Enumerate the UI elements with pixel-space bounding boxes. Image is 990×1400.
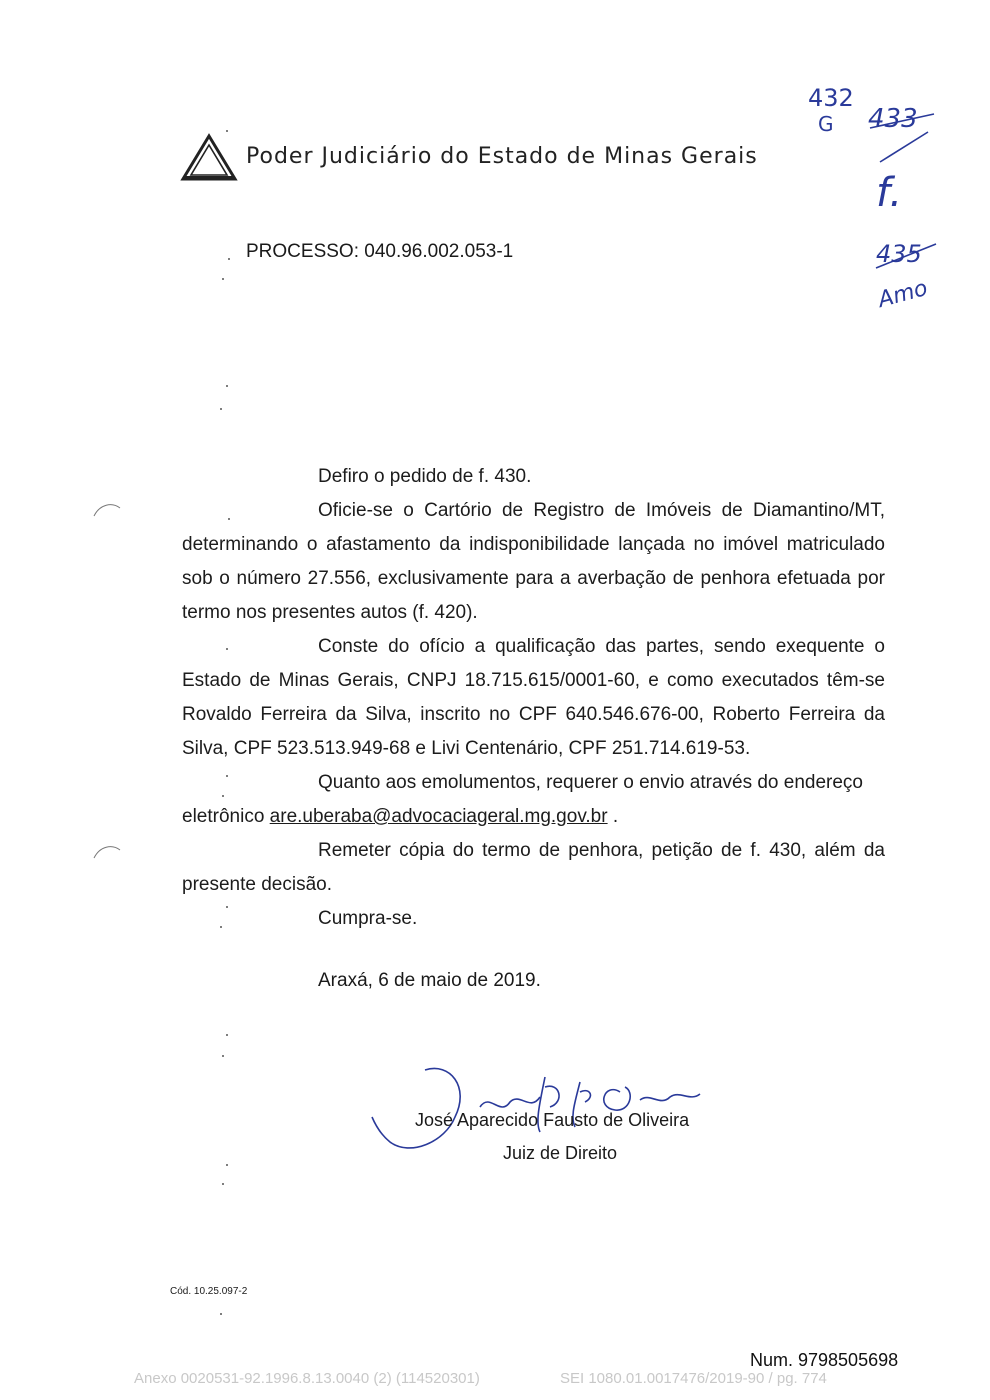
paragraph-2: Oficie-se o Cartório de Registro de Imóveis de Diamantino/MT, determinando o afastamento da indisponibilidade lançada no imóvel matriculado sob o número 27.556, exclusivamente para a averbação de penhora efetuada por termo nos presentes autos (f. 420). [182,500,885,623]
scan-dot [226,130,228,132]
footer-annex-reference: Anexo 0020531-92.1996.8.13.0040 (2) (114520301) [134,1370,480,1387]
decision-body [182,460,885,936]
scan-dot [220,926,222,928]
paragraph-4 [182,766,885,834]
judge-name: José Aparecido Fausto de Oliveira [415,1110,690,1130]
scan-dot [226,906,228,908]
tjmg-logo-icon [180,133,238,183]
scan-dot [222,795,224,797]
email-link[interactable]: are.uberaba@advocaciageral.mg.gov.br [269,806,608,827]
decision-date: Araxá, 6 de maio de 2019. [318,970,541,991]
scan-dot [228,518,230,520]
scan-dot [226,775,228,777]
handwritten-initial: f. [876,170,903,216]
scan-dot [228,258,230,260]
scan-dot [226,1034,228,1036]
paragraph-6: Cumpra-se. [318,908,418,929]
scan-dot [222,1055,224,1057]
paragraph-3: Conste do ofício a qualificação das partes, sendo exequente o Estado de Minas Gerais, CNPJ 18.715.615/0001-60, e como executados têm-se Rovaldo Ferreira da Silva, inscrito no CPF 640.546.676-00, Roberto Ferreira da Silva, CPF 523.513.949-68 e Livi Centenário, CPF 251.714.619-53. [182,636,885,759]
paragraph-1: Defiro o pedido de f. 430. [318,466,532,487]
scan-dot [226,1164,228,1166]
process-number: PROCESSO: 040.96.002.053-1 [246,241,514,262]
punch-hole-mark-icon [92,500,122,520]
handwritten-letter-g: G [818,112,834,136]
document-number: Num. 9798505698 [750,1350,899,1370]
handwritten-initials-amo: Amo [875,275,931,314]
handwritten-folio-433: 433 [868,104,918,134]
scan-dot [220,408,222,410]
scan-dot [220,1313,222,1315]
handwritten-folio-432: 432 [808,84,854,112]
handwritten-folio-435: 435 [876,240,922,268]
court-header-title: Poder Judiciário do Estado de Minas Gerais [246,144,758,169]
scan-dot [226,648,228,650]
judge-title: Juiz de Direito [503,1143,618,1163]
paragraph-4-end: . [607,806,619,827]
scan-dot [226,385,228,387]
paragraph-5: Remeter cópia do termo de penhora, petição de f. 430, além da presente decisão. [182,840,885,895]
scan-dot [222,1183,224,1185]
strikethrough-mark-icon [868,100,938,140]
paragraph-4-text: Quanto aos emolumentos, requerer o envio através do endereço eletrônico [182,772,863,827]
punch-hole-mark-2-icon [92,842,122,862]
form-code: Cód. 10.25.097-2 [170,1286,248,1297]
scan-dot [222,278,224,280]
footer-sei-reference: SEI 1080.01.0017476/2019-90 / pg. 774 [560,1370,827,1387]
strikethrough-mark-2-icon [872,238,942,278]
